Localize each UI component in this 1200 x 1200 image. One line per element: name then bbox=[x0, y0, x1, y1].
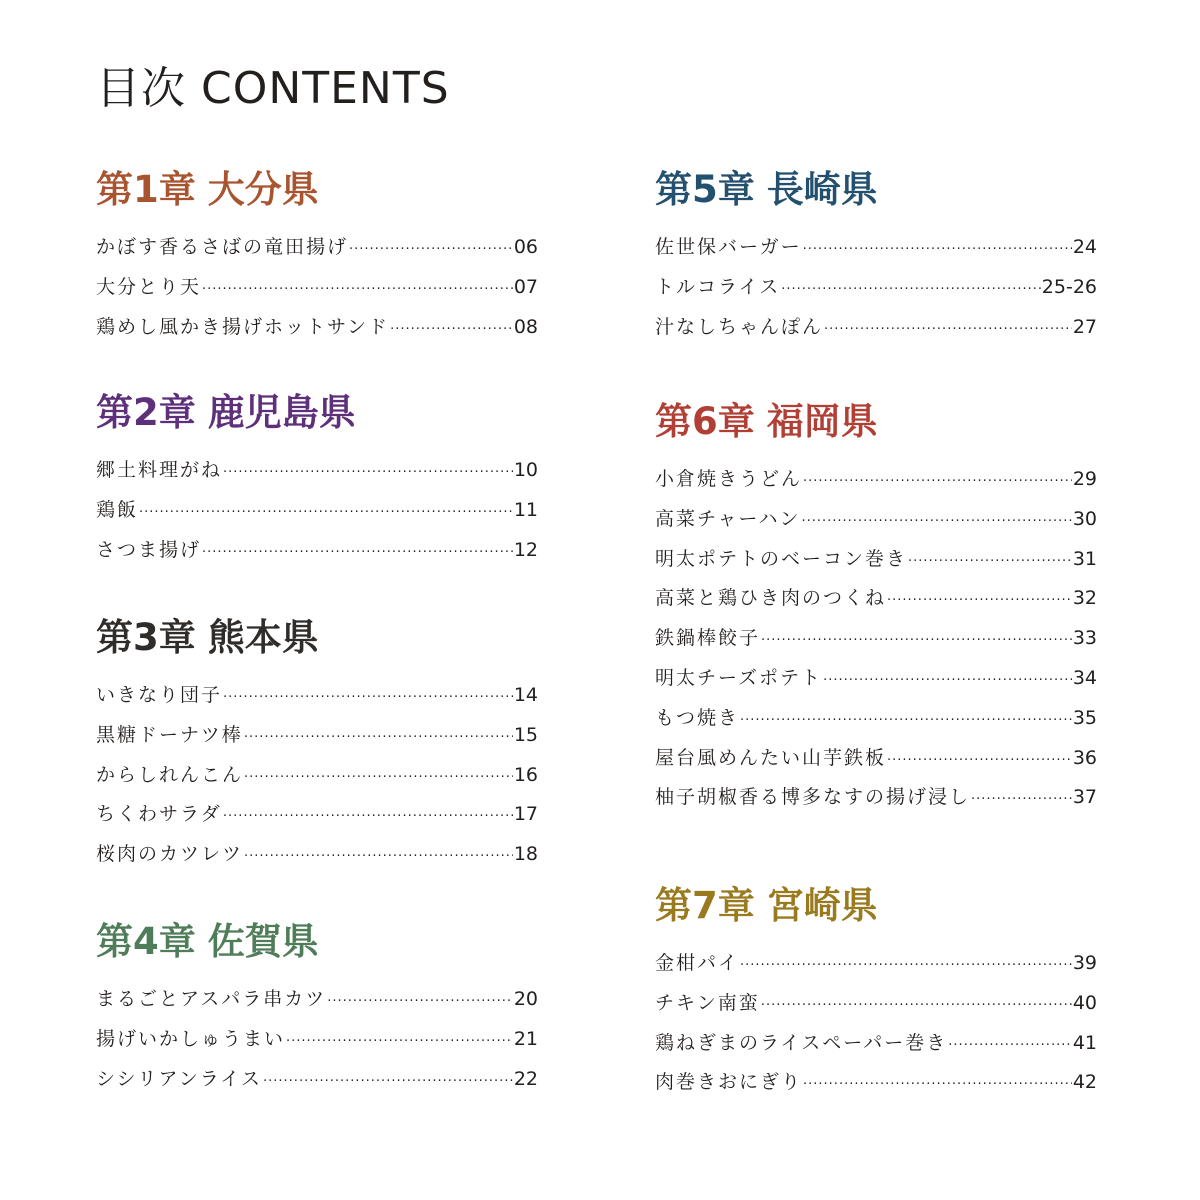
toc-entry[interactable] bbox=[96, 491, 538, 531]
entry-title: 郷土料理がね bbox=[96, 459, 223, 481]
entry-title: かぼす香るさばの竜田揚げ bbox=[96, 236, 349, 258]
page-number: 21 bbox=[513, 1027, 538, 1050]
toc-entry[interactable] bbox=[655, 268, 1097, 308]
page-number: 11 bbox=[513, 498, 538, 521]
entry-title: チキン南蛮 bbox=[655, 991, 760, 1014]
entry-title: 揚げいかしゅうまい bbox=[96, 1027, 286, 1050]
dot-leader bbox=[803, 230, 1072, 270]
dot-leader bbox=[286, 1022, 513, 1062]
entry-title: 佐世保バーガー bbox=[655, 236, 802, 258]
toc-entry[interactable] bbox=[96, 531, 538, 571]
dot-leader bbox=[327, 982, 513, 1022]
entry-title: 鶏飯 bbox=[96, 498, 139, 521]
dot-leader bbox=[887, 581, 1072, 621]
toc-entry[interactable] bbox=[655, 540, 1097, 580]
chapter-1-section bbox=[96, 166, 538, 347]
entry-title: まるごとアスパラ串カツ bbox=[96, 988, 327, 1010]
dot-leader bbox=[803, 462, 1072, 502]
dot-leader bbox=[971, 780, 1072, 820]
page-number: 41 bbox=[1072, 1031, 1097, 1054]
chapter-2-section bbox=[96, 389, 538, 570]
chapter-heading bbox=[655, 166, 1097, 214]
page-number: 06 bbox=[513, 236, 538, 258]
chapter-number: 第5章 bbox=[655, 168, 755, 211]
chapter-heading bbox=[96, 166, 538, 214]
dot-leader bbox=[202, 270, 513, 310]
toc-entry[interactable] bbox=[655, 228, 1097, 268]
page-number: 08 bbox=[513, 315, 538, 338]
page-number: 25-26 bbox=[1041, 275, 1097, 298]
entry-title: ちくわサラダ bbox=[96, 803, 222, 826]
page-number: 33 bbox=[1072, 627, 1097, 650]
page-number: 17 bbox=[513, 803, 538, 826]
entry-title: 鉄鍋棒餃子 bbox=[655, 627, 761, 650]
toc-entry[interactable] bbox=[96, 451, 538, 491]
toc-entry[interactable] bbox=[655, 619, 1097, 659]
toc-entry[interactable] bbox=[96, 268, 538, 308]
toc-entry[interactable] bbox=[96, 676, 538, 716]
toc-entry[interactable] bbox=[96, 228, 538, 268]
page-number: 36 bbox=[1072, 746, 1097, 769]
page-number: 24 bbox=[1072, 236, 1097, 258]
chapter-6-section bbox=[655, 398, 1097, 818]
toc-entry[interactable] bbox=[96, 980, 538, 1020]
chapter-prefecture: 長崎県 bbox=[766, 168, 878, 211]
dot-leader bbox=[223, 453, 513, 493]
entry-title: 汁なしちゃんぽん bbox=[655, 315, 824, 338]
dot-leader bbox=[223, 678, 513, 718]
toc-entry[interactable] bbox=[655, 778, 1097, 818]
entry-title: さつま揚げ bbox=[96, 538, 202, 561]
chapter-prefecture: 福岡県 bbox=[766, 400, 878, 443]
page-number: 07 bbox=[513, 275, 538, 298]
entry-title: 鶏ねぎまのライスペーパー巻き bbox=[655, 1031, 948, 1054]
toc-entry[interactable] bbox=[655, 984, 1097, 1024]
entry-title: 桜肉のカツレツ bbox=[96, 843, 244, 866]
chapter-heading bbox=[96, 389, 538, 437]
chapter-3-section bbox=[96, 614, 538, 875]
dot-leader bbox=[823, 661, 1072, 701]
entry-title: 明太ポテトのベーコン巻き bbox=[655, 547, 908, 570]
dot-leader bbox=[390, 310, 513, 350]
page-number: 12 bbox=[513, 538, 538, 561]
toc-entry[interactable] bbox=[655, 1063, 1097, 1103]
page-number: 42 bbox=[1072, 1071, 1097, 1094]
toc-entry[interactable] bbox=[655, 739, 1097, 779]
page-number: 15 bbox=[513, 723, 538, 746]
entry-title: からしれんこん bbox=[96, 763, 244, 786]
entry-title: もつ焼き bbox=[655, 706, 740, 729]
toc-entry[interactable] bbox=[655, 699, 1097, 739]
dot-leader bbox=[244, 837, 513, 877]
chapter-number: 第7章 bbox=[655, 884, 755, 927]
toc-entry[interactable] bbox=[96, 835, 538, 875]
toc-entry[interactable] bbox=[655, 1024, 1097, 1064]
dot-leader bbox=[740, 701, 1072, 741]
chapter-heading bbox=[96, 614, 538, 662]
page-number: 31 bbox=[1072, 547, 1097, 570]
dot-leader bbox=[824, 310, 1072, 350]
chapter-number: 第1章 bbox=[96, 168, 196, 211]
page-number: 14 bbox=[513, 684, 538, 706]
dot-leader bbox=[803, 1065, 1072, 1105]
toc-entry[interactable] bbox=[96, 795, 538, 835]
page-number: 27 bbox=[1072, 315, 1097, 338]
dot-leader bbox=[887, 741, 1072, 781]
dot-leader bbox=[223, 797, 513, 837]
page-number: 35 bbox=[1072, 706, 1097, 729]
entry-title: 柚子胡椒香る博多なすの揚げ浸し bbox=[655, 786, 971, 809]
dot-leader bbox=[761, 986, 1072, 1026]
chapter-number: 第6章 bbox=[655, 400, 755, 443]
entry-title: 高菜チャーハン bbox=[655, 507, 801, 530]
dot-leader bbox=[263, 1062, 513, 1102]
page-number: 22 bbox=[513, 1067, 538, 1090]
entry-title: 鶏めし風かき揚げホットサンド bbox=[96, 315, 390, 338]
dot-leader bbox=[948, 1026, 1072, 1066]
page-number: 16 bbox=[513, 763, 538, 786]
entry-title: 小倉焼きうどん bbox=[655, 468, 803, 490]
chapter-7-section bbox=[655, 882, 1097, 1103]
chapter-prefecture: 宮崎県 bbox=[766, 884, 878, 927]
page-number: 10 bbox=[513, 459, 538, 481]
chapter-prefecture: 熊本県 bbox=[207, 616, 319, 659]
toc-entry[interactable] bbox=[655, 579, 1097, 619]
page-number: 18 bbox=[513, 843, 538, 866]
entry-title: 高菜と鶏ひき肉のつくね bbox=[655, 587, 887, 610]
dot-leader bbox=[740, 946, 1072, 986]
chapter-heading bbox=[96, 918, 538, 966]
chapter-prefecture: 佐賀県 bbox=[207, 920, 319, 963]
toc-entry[interactable] bbox=[655, 659, 1097, 699]
chapter-number: 第3章 bbox=[96, 616, 196, 659]
chapter-prefecture: 大分県 bbox=[207, 168, 319, 211]
chapter-4-section bbox=[96, 918, 538, 1099]
entry-title: 大分とり天 bbox=[96, 275, 202, 298]
page-number: 20 bbox=[513, 988, 538, 1010]
dot-leader bbox=[244, 718, 513, 758]
dot-leader bbox=[244, 758, 513, 798]
toc-entry[interactable] bbox=[96, 1060, 538, 1100]
dot-leader bbox=[139, 493, 513, 533]
entry-title: シシリアンライス bbox=[96, 1067, 263, 1090]
page-number: 29 bbox=[1072, 468, 1097, 490]
entry-title: 金柑パイ bbox=[655, 952, 740, 974]
toc-entry[interactable] bbox=[96, 756, 538, 796]
chapter-5-section bbox=[655, 166, 1097, 347]
toc-entry[interactable] bbox=[655, 460, 1097, 500]
toc-entry[interactable] bbox=[655, 944, 1097, 984]
page-number: 34 bbox=[1072, 666, 1097, 689]
chapter-number: 第2章 bbox=[96, 391, 196, 434]
page-number: 40 bbox=[1072, 991, 1097, 1014]
chapter-heading bbox=[655, 882, 1097, 930]
dot-leader bbox=[202, 533, 513, 573]
toc-entry[interactable] bbox=[655, 500, 1097, 540]
entry-title: 肉巻きおにぎり bbox=[655, 1071, 803, 1094]
entry-title: いきなり団子 bbox=[96, 684, 223, 706]
entry-title: 屋台風めんたい山芋鉄板 bbox=[655, 746, 887, 769]
toc-entry[interactable] bbox=[96, 716, 538, 756]
entry-title: トルコライス bbox=[655, 275, 781, 298]
chapter-prefecture: 鹿児島県 bbox=[207, 391, 356, 434]
toc-entry[interactable] bbox=[655, 308, 1097, 348]
page-number: 39 bbox=[1072, 952, 1097, 974]
page-title: 目次 CONTENTS bbox=[96, 63, 450, 114]
dot-leader bbox=[801, 502, 1071, 542]
dot-leader bbox=[908, 542, 1072, 582]
dot-leader bbox=[781, 270, 1041, 310]
chapter-number: 第4章 bbox=[96, 920, 196, 963]
dot-leader bbox=[349, 230, 513, 270]
chapter-heading bbox=[655, 398, 1097, 446]
dot-leader bbox=[761, 621, 1072, 661]
page-number: 37 bbox=[1072, 786, 1097, 809]
entry-title: 明太チーズポテト bbox=[655, 666, 823, 689]
toc-entry[interactable] bbox=[96, 1020, 538, 1060]
page-number: 30 bbox=[1072, 507, 1097, 530]
entry-title: 黒糖ドーナツ棒 bbox=[96, 723, 243, 746]
toc-entry[interactable] bbox=[96, 308, 538, 348]
page-number: 32 bbox=[1072, 587, 1097, 610]
